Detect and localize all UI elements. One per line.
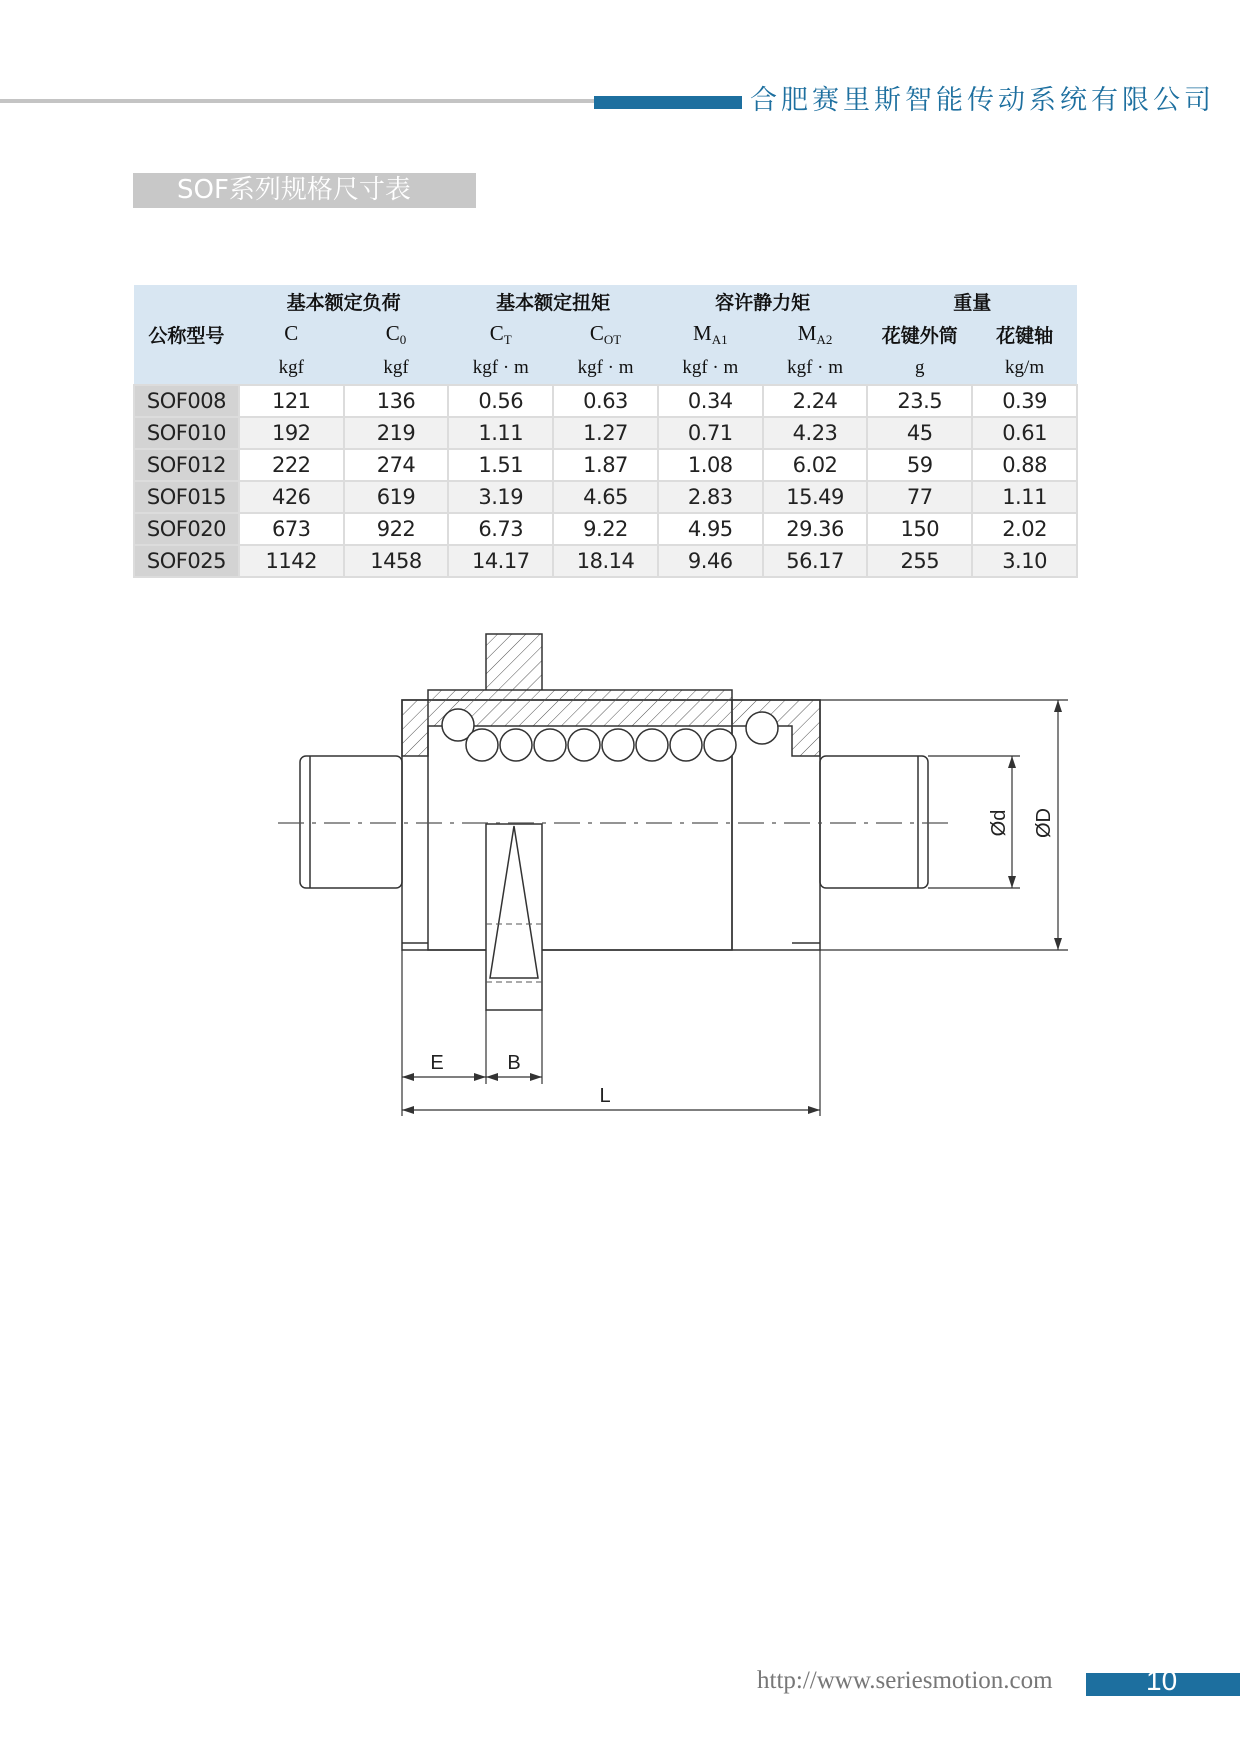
value-cell: 219 (344, 417, 449, 449)
value-cell: 4.65 (553, 481, 658, 513)
value-cell: 6.73 (448, 513, 553, 545)
column-unit: g (867, 351, 972, 385)
value-cell: 0.39 (972, 385, 1077, 417)
column-unit: kgf (344, 351, 449, 385)
model-cell: SOF010 (134, 417, 239, 449)
value-cell: 59 (867, 449, 972, 481)
group-header: 重量 (867, 285, 1077, 318)
value-cell: 56.17 (763, 545, 868, 577)
value-cell: 15.49 (763, 481, 868, 513)
value-cell: 0.71 (658, 417, 763, 449)
value-cell: 222 (239, 449, 344, 481)
value-cell: 0.34 (658, 385, 763, 417)
value-cell: 136 (344, 385, 449, 417)
value-cell: 150 (867, 513, 972, 545)
shaft-left (300, 756, 402, 888)
column-symbol: $M_{A1}$ (658, 318, 763, 351)
value-cell: 0.61 (972, 417, 1077, 449)
value-cell: 4.23 (763, 417, 868, 449)
column-unit: kg/m (972, 351, 1077, 385)
column-symbol: $C_0$ (344, 318, 449, 351)
ball (704, 729, 736, 761)
value-cell: 6.02 (763, 449, 868, 481)
ball (534, 729, 566, 761)
value-cell: 426 (239, 481, 344, 513)
value-cell: 1.51 (448, 449, 553, 481)
column-symbol: $C_{OT}$ (553, 318, 658, 351)
column-unit: kgf · m (658, 351, 763, 385)
column-unit: kgf · m (448, 351, 553, 385)
value-cell: 192 (239, 417, 344, 449)
shaft-right (820, 756, 928, 888)
footer-url: http://www.seriesmotion.com (757, 1667, 1053, 1694)
group-header: 容许静力矩 (658, 285, 868, 318)
value-cell: 673 (239, 513, 344, 545)
value-cell: 1458 (344, 545, 449, 577)
value-cell: 3.19 (448, 481, 553, 513)
dim-label-E: E (430, 1052, 444, 1074)
value-cell: 1.11 (448, 417, 553, 449)
column-unit: kgf (239, 351, 344, 385)
model-cell: SOF025 (134, 545, 239, 577)
value-cell: 619 (344, 481, 449, 513)
value-cell: 14.17 (448, 545, 553, 577)
value-cell: 29.36 (763, 513, 868, 545)
ball (568, 729, 600, 761)
value-cell: 23.5 (867, 385, 972, 417)
column-unit: kgf · m (553, 351, 658, 385)
value-cell: 274 (344, 449, 449, 481)
ball (602, 729, 634, 761)
ball (670, 729, 702, 761)
ball (500, 729, 532, 761)
ball (636, 729, 668, 761)
dim-label-d: Ød (988, 809, 1010, 837)
value-cell: 9.46 (658, 545, 763, 577)
column-symbol: 花键轴 (972, 318, 1077, 351)
value-cell: 2.02 (972, 513, 1077, 545)
value-cell: 9.22 (553, 513, 658, 545)
value-cell: 2.83 (658, 481, 763, 513)
value-cell: 121 (239, 385, 344, 417)
dim-label-B: B (507, 1052, 521, 1074)
value-cell: 255 (867, 545, 972, 577)
column-symbol: $C_T$ (448, 318, 553, 351)
group-header: 基本额定负荷 (239, 285, 449, 318)
value-cell: 4.95 (658, 513, 763, 545)
value-cell: 1.11 (972, 481, 1077, 513)
value-cell: 18.14 (553, 545, 658, 577)
model-cell: SOF015 (134, 481, 239, 513)
value-cell: 1142 (239, 545, 344, 577)
column-unit: kgf · m (763, 351, 868, 385)
model-header: 公称型号 (134, 285, 239, 385)
value-cell: 45 (867, 417, 972, 449)
ball (466, 729, 498, 761)
value-cell: 0.88 (972, 449, 1077, 481)
value-cell: 3.10 (972, 545, 1077, 577)
value-cell: 77 (867, 481, 972, 513)
section-title: SOF系列规格尺寸表 (133, 173, 476, 208)
dim-label-L: L (599, 1085, 611, 1107)
model-cell: SOF012 (134, 449, 239, 481)
value-cell: 0.56 (448, 385, 553, 417)
dim-label-D: ØD (1033, 808, 1055, 838)
company-name: 合肥赛里斯智能传动系统有限公司 (750, 85, 1215, 116)
model-cell: SOF008 (134, 385, 239, 417)
column-symbol: $M_{A2}$ (763, 318, 868, 351)
value-cell: 0.63 (553, 385, 658, 417)
column-symbol: 花键外筒 (867, 318, 972, 351)
column-symbol: C (239, 318, 344, 351)
ball (746, 712, 778, 744)
model-cell: SOF020 (134, 513, 239, 545)
page-number: 10 (1146, 1665, 1178, 1696)
flange-section-lower (486, 824, 542, 1010)
group-header: 基本额定扭矩 (448, 285, 658, 318)
value-cell: 922 (344, 513, 449, 545)
value-cell: 2.24 (763, 385, 868, 417)
value-cell: 1.27 (553, 417, 658, 449)
value-cell: 1.08 (658, 449, 763, 481)
value-cell: 1.87 (553, 449, 658, 481)
